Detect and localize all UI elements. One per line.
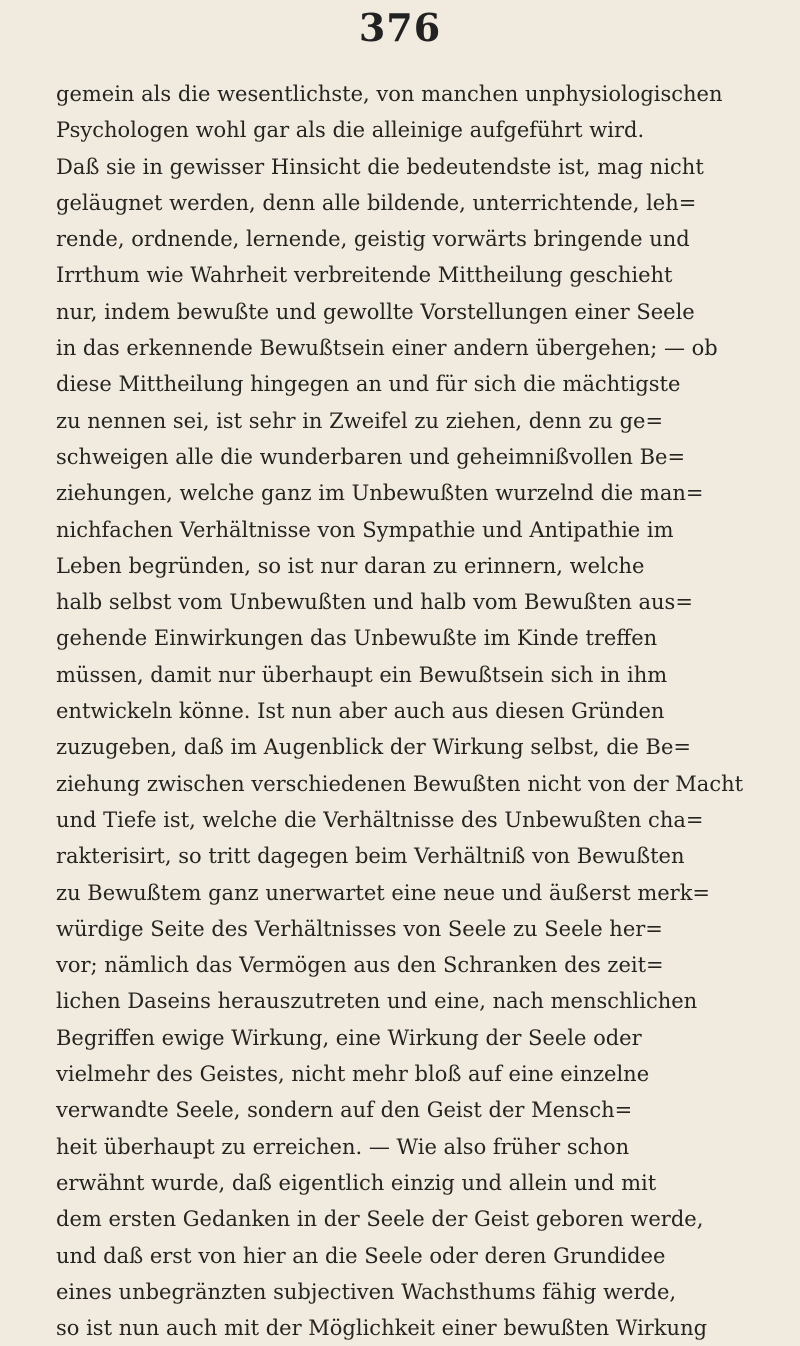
text-line: vor; nämlich das Vermögen aus den Schranken des zeit= (56, 953, 664, 978)
text-line: rakterisirt, so tritt dagegen beim Verhältniß von Bewußten (56, 844, 685, 869)
text-line: würdige Seite des Verhältnisses von Seele zu Seele her= (56, 916, 663, 941)
text-line: Begriffen ewige Wirkung, eine Wirkung der Seele oder (56, 1025, 642, 1050)
text-line: rende, ordnende, lernende, geistig vorwärts bringende und (56, 227, 690, 252)
text-line: nur, indem bewußte und gewollte Vorstellungen einer Seele (56, 299, 695, 324)
text-line: Psychologen wohl gar als die alleinige aufgeführt wird. (56, 118, 645, 143)
text-line: ziehungen, welche ganz im Unbewußten wurzelnd die man= (56, 481, 704, 506)
text-line: eines unbegränzten subjectiven Wachsthums fähig werde, (56, 1279, 677, 1304)
text-line: Leben begründen, so ist nur daran zu erinnern, welche (56, 553, 645, 578)
text-line: entwickeln könne. Ist nun aber auch aus diesen Gründen (56, 699, 665, 724)
text-line: diese Mittheilung hingegen an und für sich die mächtigste (56, 372, 681, 397)
page-number: 376 (358, 5, 442, 50)
text-line: halb selbst vom Unbewußten und halb vom Bewußten aus= (56, 590, 693, 615)
body-text (56, 76, 756, 1346)
text-line: schweigen alle die wunderbaren und geheimnißvollen Be= (56, 444, 686, 469)
text-line: geläugnet werden, denn alle bildende, unterrichtende, leh= (56, 190, 697, 215)
text-line: und daß erst von hier an die Seele oder deren Grundidee (56, 1243, 666, 1268)
text-line: lichen Daseins herauszutreten und eine, nach menschlichen (56, 989, 698, 1014)
text-line: so ist nun auch mit der Möglichkeit einer bewußten Wirkung (56, 1316, 708, 1341)
text-line: Irrthum wie Wahrheit verbreitende Mittheilung geschieht (56, 263, 673, 288)
text-line: dem ersten Gedanken in der Seele der Geist geboren werde, (56, 1207, 704, 1232)
text-line: ziehung zwischen verschiedenen Bewußten nicht von der Macht (56, 771, 744, 796)
text-line: erwähnt wurde, daß eigentlich einzig und allein und mit (56, 1170, 657, 1195)
text-line: gehende Einwirkungen das Unbewußte im Kinde treffen (56, 626, 658, 651)
text-line: zu nennen sei, ist sehr in Zweifel zu ziehen, denn zu ge= (56, 408, 664, 433)
text-line: heit überhaupt zu erreichen. — Wie also früher schon (56, 1134, 630, 1159)
text-line: zuzugeben, daß im Augenblick der Wirkung selbst, die Be= (56, 735, 691, 760)
text-line: in das erkennende Bewußtsein einer andern übergehen; — ob (56, 336, 718, 361)
text-line: und Tiefe ist, welche die Verhältnisse des Unbewußten cha= (56, 807, 704, 832)
text-line: gemein als die wesentlichste, von manchen unphysiologischen (56, 82, 723, 106)
text-line: müssen, damit nur überhaupt ein Bewußtsein sich in ihm (56, 662, 668, 687)
text-line: zu Bewußtem ganz unerwartet eine neue und äußerst merk= (56, 880, 711, 905)
text-line: Daß sie in gewisser Hinsicht die bedeutendste ist, mag nicht (56, 154, 704, 179)
text-line: vielmehr des Geistes, nicht mehr bloß auf eine einzelne (56, 1062, 650, 1087)
text-line: nichfachen Verhältnisse von Sympathie und Antipathie im (56, 517, 674, 542)
text-line: verwandte Seele, sondern auf den Geist der Mensch= (56, 1098, 633, 1123)
